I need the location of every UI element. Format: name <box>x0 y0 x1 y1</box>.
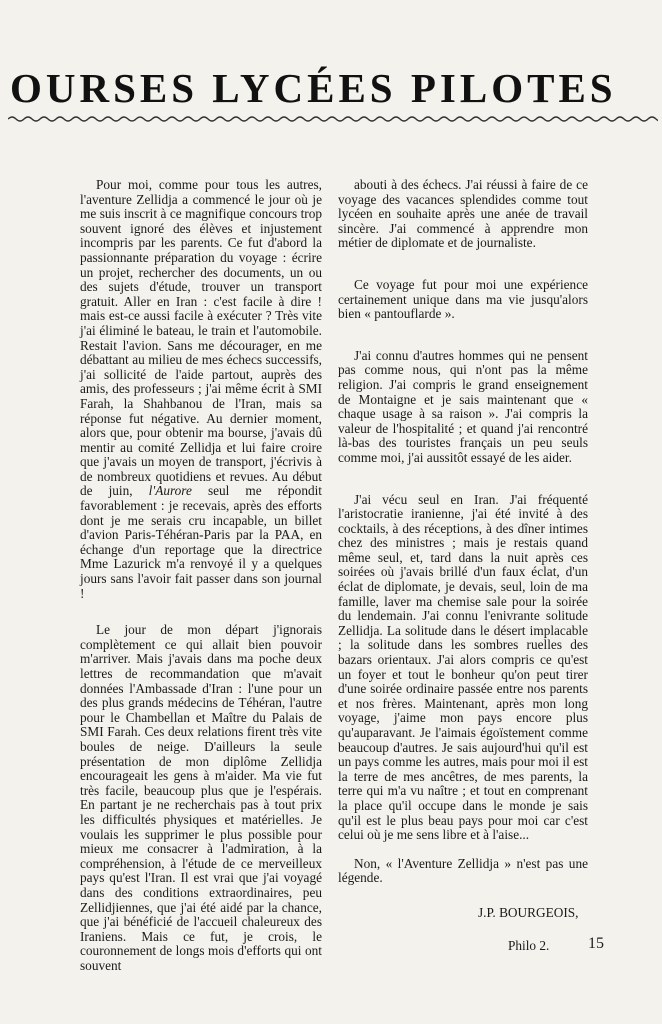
wavy-rule-divider <box>8 114 658 124</box>
paragraph: Non, « l'Aventure Zellidja » n'est pas une légende. <box>338 855 588 886</box>
paragraph: Le jour de mon départ j'ignorais complètement ce qui allait bien pouvoir m'arriver. Mais j'avais dans ma poche deux lettres de recommandation que m'avait données l'Ambassade d'Iran : l'une pour un des plus grands médecins de Téhéran, l'autre pour le Chambellan et Maître du Palais de SMI Farah. Ces deux relations firent très vite boules de neige. D'ailleurs la seule présentation de mon diplôme Zellidja encourageait les gens à m'aider. Ma vie fut très facile, beaucoup plus que je l'espérais. En partant je ne recherchais pas à tout prix les difficultés physiques et matérielles. Je voulais les supprimer le plus possible pour mieux me consacrer à l'admiration, à la compréhension, à l'étude de ce merveilleux pays qu'est l'Iran. Il est vrai que j'ai voyagé dans des conditions extraordinaires, peu Zellidjiennes, que j'ai été aidé par la chance, que j'ai bénéficié de l'accueil chaleureux des Iraniens. Mais ce fut, je crois, le couronnement de longs mois d'efforts qui ont souvent <box>80 622 322 973</box>
paragraph: J'ai vécu seul en Iran. J'ai fréquenté l'aristocratie iranienne, j'ai été invité à des cocktails, à des réceptions, à des dîner intimes chez des ministres ; mais je restais quand même seul, et, tard dans la nuit après ces soirées où j'avais brillé d'un faux éclat, d'un éclat de diplomate, je devais, seul, loin de ma famille, laver ma chemise sale pour la soirée du lendemain. J'ai connu l'enivrante solitude Zellidja. La solitude dans le désert implacable ; la solitude dans les sombres ruelles des bazars orientaux. J'ai alors compris ce qu'est un foyer et tout le bonheur qu'on peut tirer d'une soirée ordinaire passée entre nos parents et nos frères. Maintenant, après mon long voyage, j'aime mon pays encore plus qu'auparavant. Je l'aimais égoïstement comme beaucoup d'autres. Je sais aujourd'hui qu'il est un pays comme les autres, mais pour moi il est la terre de mes ancêtres, de mes parents, la terre qui m'a vu naître ; et tout en comprenant la place qu'il occupe dans le monde je sais qu'il est le plus beau pays pour moi car c'est celui où je me sens libre et à l'aise... <box>338 491 588 843</box>
page-headline: OURSES LYCÉES PILOTES <box>10 65 617 111</box>
paragraph: Ce voyage fut pour moi une expérience certainement unique dans ma vie jusqu'alors bien « pantouflarde ». <box>338 276 588 322</box>
paragraph: abouti à des échecs. J'ai réussi à faire de ce voyage des vacances splendides comme tout lycéen en souhaite après une anée de travail sincère. J'ai commencé à apprendre mon métier de diplomate et de journaliste. <box>338 177 588 251</box>
paragraph: Pour moi, comme pour tous les autres, l'aventure Zellidja a commencé le jour où je me suis inscrit à ce magnifique concours trop souvent ignoré des élèves et injustement incompris par les parents. Ce fut d'abord la passionnante préparation du voyage : écrire un projet, rechercher des documents, un ou des sujets d'étude, trouver un transport gratuit. Aller en Iran : c'est facile à dire ! mais est-ce aussi facile à exécuter ? Très vite j'ai éliminé le bateau, le train et l'automobile. Restait l'avion. Sans me décourager, en me débattant au milieu de mes échecs successifs, j'ai sollicité de l'aide partout, auprès des amis, des professeurs ; j'ai même écrit à SMI Farah, la Shahbanou de l'Iran, mais sa réponse fut négative. Au dernier moment, alors que, pour obtenir ma bourse, j'avais dû mentir au comité Zellidja et lui faire croire que j'avais un moyen de transport, j'écrivis à de nombreux quotidiens et revues. Au début de juin, l'Aurore seul me répondit favorablement : je recevais, après des efforts dont je me serais cru incapable, un billet d'avion Paris-Téhéran-Paris par la PAA, en échange d'un reportage que la directrice Mme Lazurick m'a renvoyé il y a quelques jours sans l'avoir fait passer dans son journal ! <box>80 177 322 601</box>
author-signature: J.P. BOURGEOIS, <box>478 904 579 920</box>
article-column-right <box>338 178 588 953</box>
article-column-left <box>80 178 322 973</box>
page-number: 15 <box>588 935 604 952</box>
author-class: Philo 2. <box>508 937 550 953</box>
paragraph: J'ai connu d'autres hommes qui ne pensent pas comme nous, qui n'ont pas la même religion. J'ai compris le grand enseignement de Montaigne et je sais maintenant que « chaque usage à sa raison ». J'ai compris la valeur de l'hospitalité ; et quand j'ai rencontré là-bas des touristes français un peu seuls comme moi, j'ai aussitôt essayé de les aider. <box>338 347 588 465</box>
